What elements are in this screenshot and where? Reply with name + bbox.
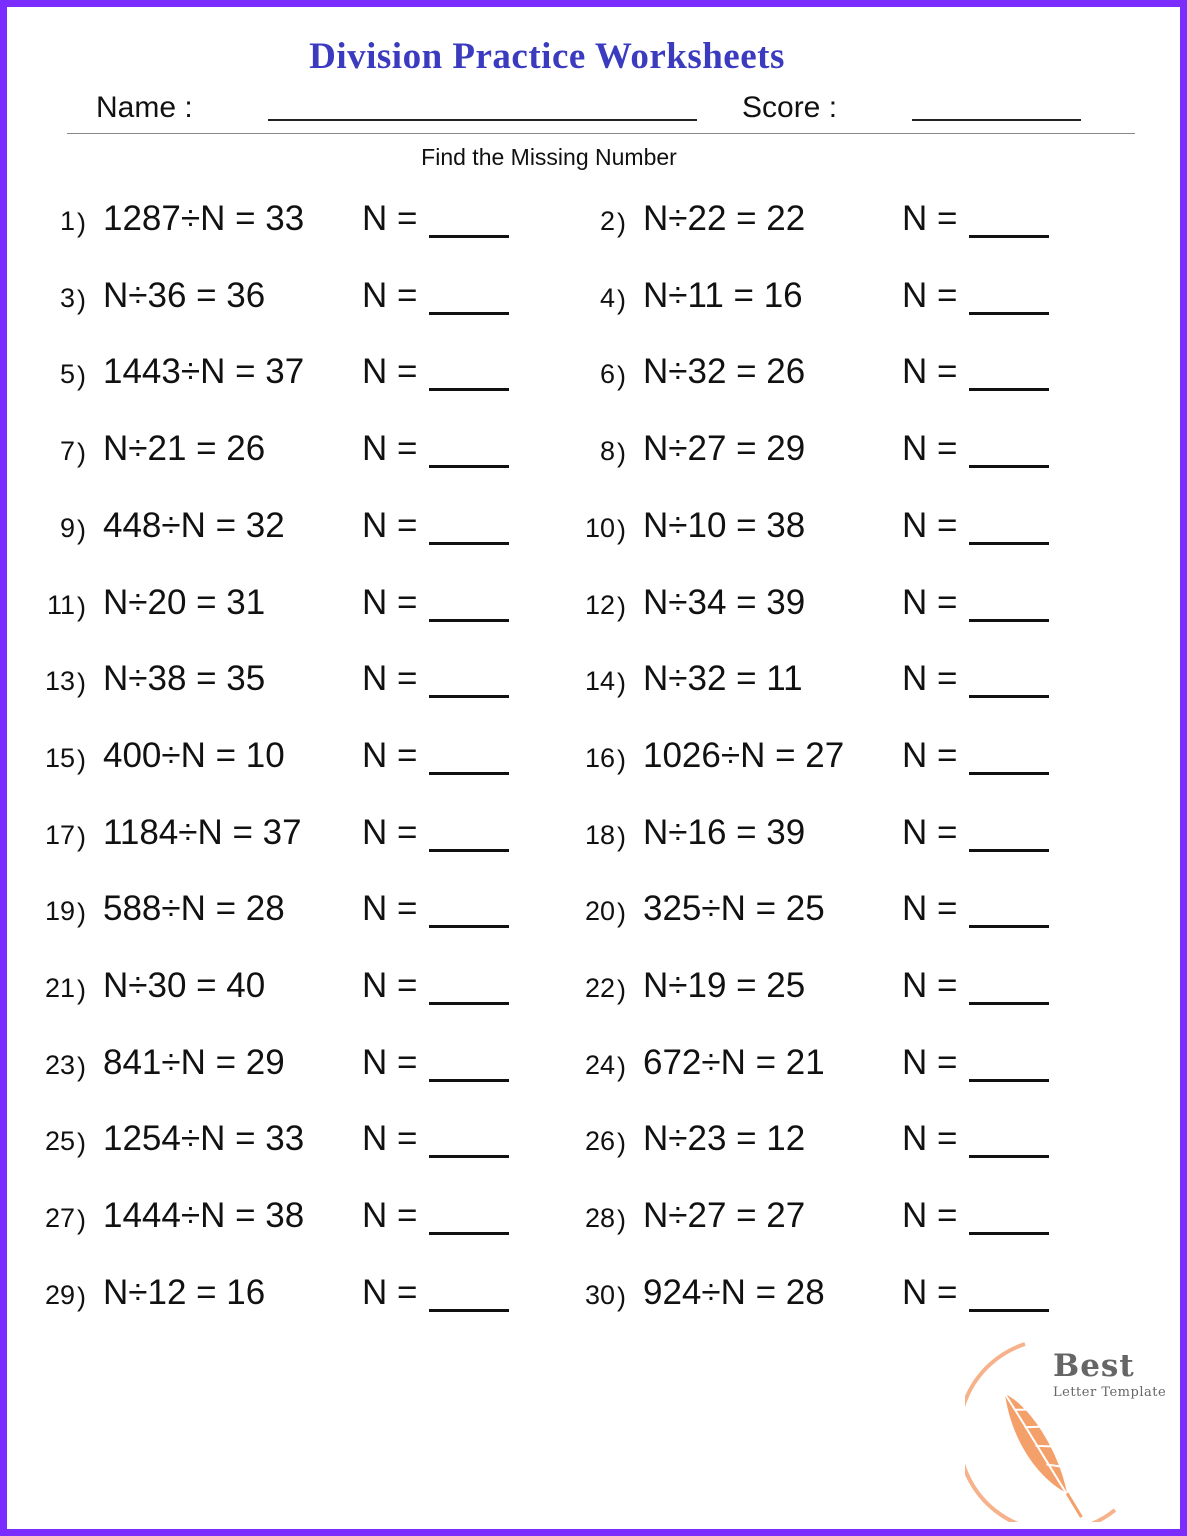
problem-number: 15 (44, 742, 75, 773)
problem-item (19, 807, 559, 857)
problem-number: 24 (584, 1049, 615, 1080)
problem-number: 23 (44, 1049, 75, 1080)
answer-blank[interactable] (429, 235, 509, 238)
answer-label: N = (902, 1272, 958, 1312)
problem-paren: ) (77, 821, 86, 852)
answer-label: N = (362, 1196, 418, 1236)
problem-number: 11 (46, 589, 75, 620)
problem-number: 30 (584, 1279, 615, 1310)
answer-label: N = (902, 659, 958, 699)
problem-number: 2 (599, 206, 615, 236)
problem-equation: N÷20 = 31 (103, 582, 266, 622)
answer-blank[interactable] (429, 1309, 509, 1312)
answer-label: N = (902, 275, 958, 315)
problem-item (559, 1190, 1099, 1240)
problem-paren: ) (617, 1281, 626, 1312)
answer-blank[interactable] (429, 925, 509, 928)
problem-equation: N÷10 = 38 (643, 505, 806, 545)
problem-number: 10 (584, 512, 615, 543)
answer-blank[interactable] (969, 1232, 1049, 1235)
answer-label: N = (362, 275, 418, 315)
answer-label: N = (362, 1272, 418, 1312)
problem-paren: ) (77, 975, 86, 1005)
problem-number: 3 (59, 282, 75, 313)
problem-paren: ) (617, 361, 626, 392)
problem-equation: N÷36 = 36 (103, 275, 266, 315)
answer-blank[interactable] (429, 849, 509, 852)
problem-equation: 924÷N = 28 (643, 1272, 825, 1312)
answer-blank[interactable] (969, 1309, 1049, 1312)
answer-label: N = (902, 1042, 958, 1082)
problem-item (559, 730, 1099, 780)
problem-equation: 1184÷N = 37 (103, 812, 302, 852)
problem-number: 22 (584, 973, 615, 1003)
problem-equation: 841÷N = 29 (103, 1042, 285, 1082)
problem-number: 16 (584, 742, 615, 773)
answer-blank[interactable] (969, 695, 1049, 698)
answer-blank[interactable] (969, 619, 1049, 622)
answer-label: N = (902, 505, 958, 545)
problem-item (19, 1037, 559, 1087)
answer-label: N = (902, 582, 958, 622)
problem-paren: ) (617, 744, 626, 775)
problem-paren: ) (77, 591, 86, 622)
logo-tagline: Letter Template (1053, 1385, 1167, 1400)
answer-label: N = (362, 966, 418, 1005)
problem-number: 18 (584, 819, 615, 850)
answer-blank[interactable] (969, 1155, 1049, 1158)
answer-label: N = (902, 735, 958, 775)
problem-paren: ) (617, 514, 626, 545)
answer-label: N = (362, 889, 418, 929)
problem-item (559, 193, 1099, 243)
problem-paren: ) (617, 668, 626, 699)
answer-label: N = (902, 1119, 958, 1159)
score-blank[interactable] (912, 119, 1081, 121)
answer-blank[interactable] (429, 465, 509, 468)
problem-item (559, 270, 1099, 320)
problem-number: 26 (584, 1126, 615, 1157)
answer-label: N = (362, 505, 418, 545)
problem-equation: N÷19 = 25 (643, 966, 806, 1005)
answer-blank[interactable] (969, 388, 1049, 391)
problem-paren: ) (77, 1128, 86, 1159)
problem-paren: ) (77, 361, 86, 392)
problem-number: 14 (584, 666, 615, 697)
problem-number: 25 (44, 1126, 75, 1157)
problem-equation: N÷22 = 22 (643, 199, 806, 238)
problem-item (19, 960, 559, 1010)
problem-paren: ) (617, 284, 626, 315)
problem-number: 20 (584, 896, 615, 927)
problem-paren: ) (617, 975, 626, 1005)
answer-blank[interactable] (429, 1232, 509, 1235)
answer-blank[interactable] (969, 849, 1049, 852)
problem-item (19, 883, 559, 933)
problem-number: 9 (59, 512, 75, 543)
problem-item (559, 883, 1099, 933)
problem-equation: 400÷N = 10 (103, 735, 285, 775)
problem-equation: N÷30 = 40 (103, 966, 266, 1005)
answer-label: N = (362, 812, 418, 852)
problem-number: 21 (44, 973, 75, 1003)
answer-blank[interactable] (429, 619, 509, 622)
problem-number: 29 (44, 1279, 75, 1310)
problem-item (19, 1113, 559, 1163)
problem-item (559, 500, 1099, 550)
problem-equation: N÷32 = 11 (643, 659, 803, 699)
answer-blank[interactable] (969, 542, 1049, 545)
answer-blank[interactable] (429, 772, 509, 775)
problem-item (19, 423, 559, 473)
problem-item (559, 653, 1099, 703)
answer-label: N = (362, 659, 418, 699)
answer-label: N = (362, 1042, 418, 1082)
problem-paren: ) (77, 208, 86, 238)
problem-paren: ) (77, 744, 86, 775)
problem-equation: N÷27 = 27 (643, 1196, 806, 1236)
problem-equation: N÷21 = 26 (103, 429, 266, 469)
problem-number: 6 (599, 359, 615, 390)
problem-number: 5 (59, 359, 75, 390)
problem-item (19, 653, 559, 703)
answer-blank[interactable] (429, 1155, 509, 1158)
answer-label: N = (902, 352, 958, 392)
problem-number: 28 (584, 1203, 615, 1234)
answer-label: N = (362, 735, 418, 775)
problem-paren: ) (77, 1205, 86, 1236)
problem-paren: ) (617, 1128, 626, 1159)
header-divider (67, 133, 1135, 134)
problem-paren: ) (617, 438, 626, 469)
problem-equation: 1026÷N = 27 (643, 735, 845, 775)
answer-blank[interactable] (969, 1079, 1049, 1082)
problem-paren: ) (617, 821, 626, 852)
problem-item (559, 1113, 1099, 1163)
problem-equation: 1254÷N = 33 (103, 1119, 305, 1159)
answer-blank[interactable] (969, 1002, 1049, 1005)
problem-equation: 325÷N = 25 (643, 889, 825, 929)
problem-item (19, 1190, 559, 1240)
answer-blank[interactable] (429, 312, 509, 315)
problem-item (559, 577, 1099, 627)
name-label: Name : (96, 91, 193, 124)
answer-blank[interactable] (969, 235, 1049, 238)
problem-item (559, 346, 1099, 396)
problem-equation: N÷16 = 39 (643, 812, 806, 852)
problem-number: 1 (59, 206, 75, 236)
problem-paren: ) (77, 668, 86, 699)
problem-paren: ) (77, 1051, 86, 1082)
answer-label: N = (362, 199, 418, 238)
instructions: Find the Missing Number (421, 144, 677, 170)
answer-blank[interactable] (429, 695, 509, 698)
problem-equation: 588÷N = 28 (103, 889, 285, 929)
answer-label: N = (902, 812, 958, 852)
problem-equation: N÷32 = 26 (643, 352, 806, 392)
problem-equation: N÷34 = 39 (643, 582, 806, 622)
problem-item (559, 807, 1099, 857)
problem-equation: N÷23 = 12 (643, 1119, 806, 1159)
answer-blank[interactable] (969, 925, 1049, 928)
answer-blank[interactable] (969, 465, 1049, 468)
problem-paren: ) (77, 514, 86, 545)
problem-item (19, 730, 559, 780)
problem-number: 13 (44, 666, 75, 697)
answer-blank[interactable] (969, 772, 1049, 775)
problem-paren: ) (617, 591, 626, 622)
problem-equation: 1443÷N = 37 (103, 352, 305, 392)
answer-label: N = (902, 1196, 958, 1236)
problem-item (559, 960, 1099, 1010)
score-label: Score : (742, 91, 838, 124)
problem-paren: ) (77, 284, 86, 315)
problem-equation: N÷38 = 35 (103, 659, 266, 699)
answer-label: N = (902, 889, 958, 929)
answer-label: N = (902, 429, 958, 469)
problem-equation: N÷27 = 29 (643, 429, 806, 469)
problem-equation: 448÷N = 32 (103, 505, 285, 545)
problem-item (19, 577, 559, 627)
problem-item (19, 346, 559, 396)
problem-item (19, 193, 559, 243)
answer-blank[interactable] (429, 542, 509, 545)
problem-equation: 672÷N = 21 (643, 1042, 825, 1082)
problem-number: 12 (584, 589, 615, 620)
problem-paren: ) (617, 1205, 626, 1236)
answer-label: N = (902, 966, 958, 1005)
problem-equation: 1444÷N = 38 (103, 1196, 305, 1236)
answer-label: N = (362, 352, 418, 392)
problem-item (19, 500, 559, 550)
problem-number: 7 (59, 436, 75, 467)
answer-blank[interactable] (969, 312, 1049, 315)
page-title: Division Practice Worksheets (309, 36, 785, 77)
answer-blank[interactable] (429, 388, 509, 391)
problem-paren: ) (617, 898, 626, 929)
problem-number: 27 (44, 1203, 75, 1234)
problem-paren: ) (617, 208, 626, 238)
problem-equation: N÷11 = 16 (643, 275, 803, 315)
problem-item (19, 1267, 559, 1317)
answer-label: N = (362, 1119, 418, 1159)
answer-label: N = (362, 429, 418, 469)
logo-wordmark: Best (1053, 1348, 1135, 1384)
problem-number: 17 (44, 819, 75, 850)
problem-paren: ) (77, 898, 86, 929)
answer-label: N = (362, 582, 418, 622)
problem-number: 8 (599, 436, 615, 467)
problem-number: 4 (599, 282, 615, 313)
problem-equation: 1287÷N = 33 (103, 199, 305, 238)
answer-label: N = (902, 199, 958, 238)
name-blank[interactable] (268, 119, 697, 121)
problem-number: 19 (44, 896, 75, 927)
problem-paren: ) (77, 1281, 86, 1312)
problem-equation: N÷12 = 16 (103, 1272, 266, 1312)
problem-paren: ) (77, 438, 86, 469)
problem-item (559, 423, 1099, 473)
problem-item (559, 1037, 1099, 1087)
answer-blank[interactable] (429, 1079, 509, 1082)
answer-blank[interactable] (429, 1002, 509, 1005)
problem-item (19, 270, 559, 320)
problem-item (559, 1267, 1099, 1317)
problem-paren: ) (617, 1051, 626, 1082)
